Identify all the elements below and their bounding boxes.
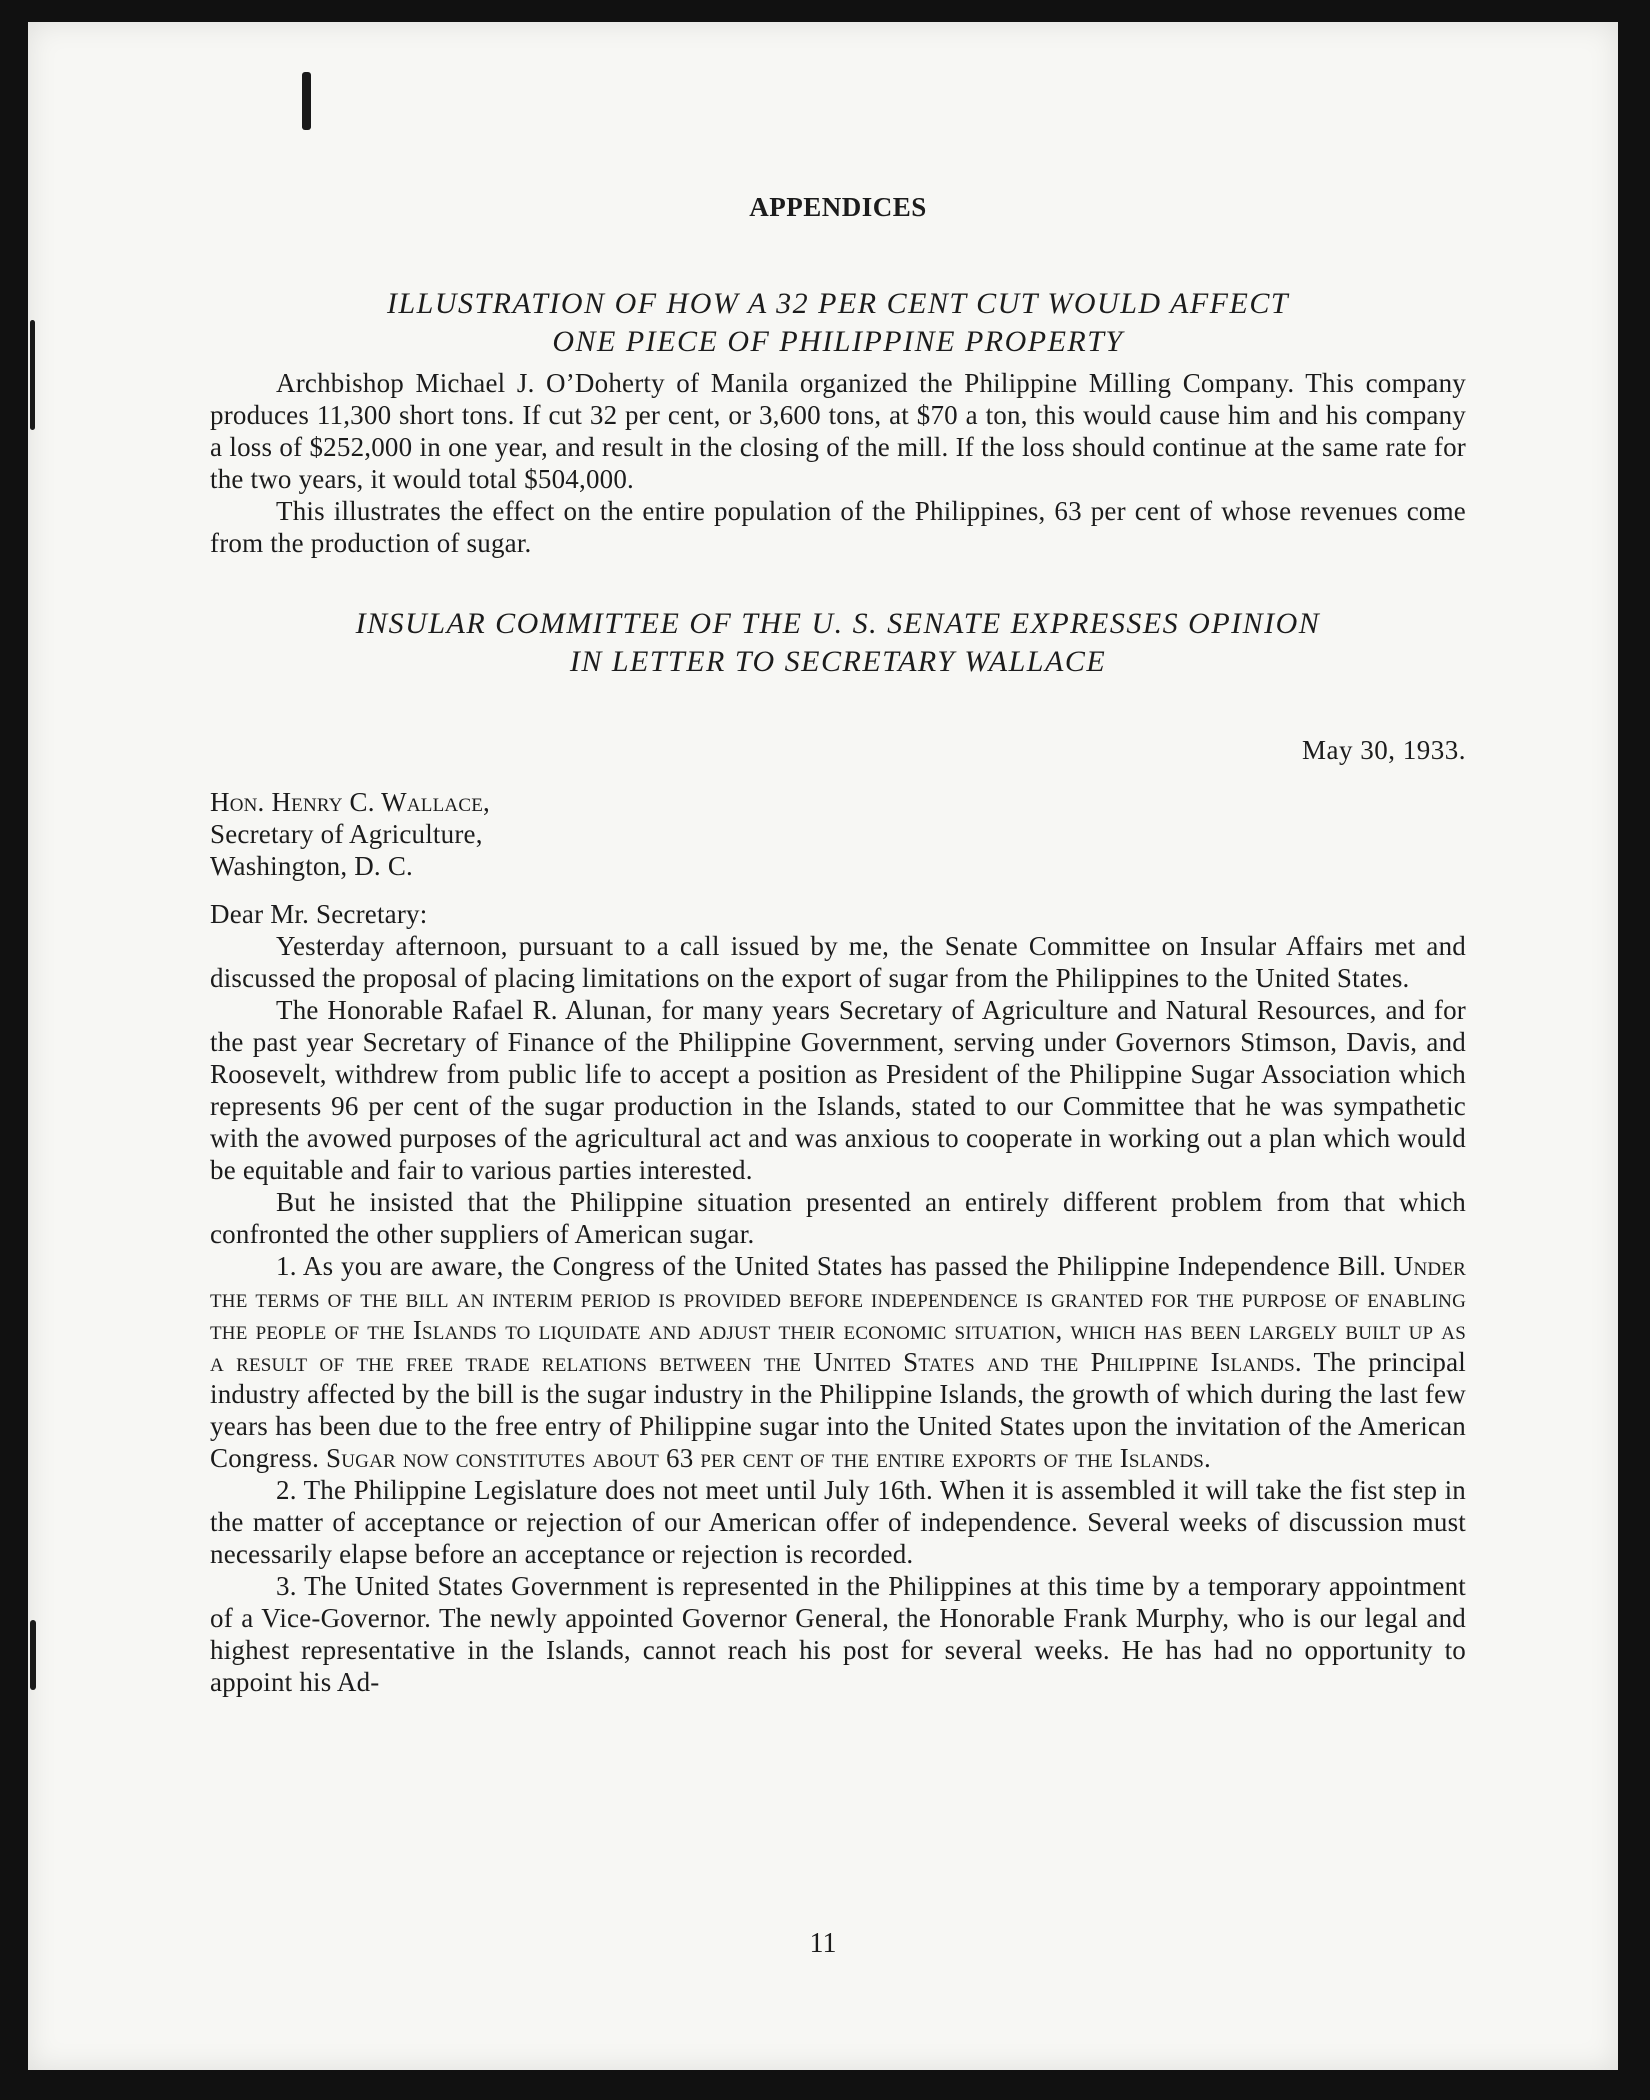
letter-heading-line1: INSULAR COMMITTEE OF THE U. S. SENATE EXPRESSES OPINION — [355, 607, 1321, 640]
document-page — [28, 22, 1618, 2070]
illustration-section — [210, 285, 1466, 559]
illustration-paragraph-1: Archbishop Michael J. O’Doherty of Manila organized the Philippine Milling Company. This company produces 11,300 short tons. If cut 32 per cent, or 3,600 tons, at $70 a ton, this would cause him and his company a loss of $252,000 in one year, and result in the closing of the mill. If the loss should continue at the same rate for the two years, it would total $504,000. — [210, 368, 1466, 494]
addressee: Hon. Henry C. Wallace, — [210, 787, 490, 817]
salutation: Dear Mr. Secretary: — [210, 899, 428, 929]
letter-point-1 — [210, 1250, 1466, 1474]
letter-date: May 30, 1933. — [1302, 735, 1466, 765]
point-1-industry: The principal industry affected by the bill is the sugar industry in the Philippine Islands, the growth of which during the last few years has been due to the free entry of Philippine sugar into the United States upon the invitation of the American Congress. — [210, 1347, 1466, 1473]
letter-paragraph-2: The Honorable Rafael R. Alunan, for many years Secretary of Agriculture and Natural Resources, and for the past year Secretary of Finance of the Philippine Government, serving under Governors Stimson, Davis, and Roosevelt, withdrew from public life to accept a position as President of the Philippine Sugar Association which represents 96 per cent of the sugar production in the Islands, stated to our Committee that he was sympathetic with the avowed purposes of the agricultural act and was anxious to cooperate in working out a plan which would be equitable and fair to various parties interested. — [210, 995, 1466, 1185]
scan-mark — [30, 1620, 36, 1690]
letter-address-block — [210, 786, 1466, 882]
page-number: 11 — [809, 1928, 837, 1959]
point-1-interim-terms: Under the terms of the bill an interim period is provided before independence is granted for the purpose of enabling the people of the Islands to liquidate and adjust their economic situation, which has been largely built up as a result of the free trade relations between the United States and the Philippine Islands. — [210, 1251, 1466, 1377]
point-1-intro: 1. As you are aware, the Congress of the United States has passed the Philippine Independence Bill. — [276, 1251, 1387, 1281]
scan-mark — [302, 72, 311, 130]
illustration-heading-line1: ILLUSTRATION OF HOW A 32 PER CENT CUT WOULD AFFECT — [386, 287, 1290, 320]
scan-mark — [30, 320, 35, 430]
letter-point-2: 2. The Philippine Legislature does not meet until July 16th. When it is assembled it will take the fist step in the matter of acceptance or rejection of our American offer of independence. Several weeks of discussion must necessarily elapse before an acceptance or rejection is recorded. — [210, 1475, 1466, 1569]
illustration-heading-line2: ONE PIECE OF PHILIPPINE PROPERTY — [552, 325, 1124, 358]
address-line-3: Washington, D. C. — [210, 851, 413, 881]
illustration-paragraph-2: This illustrates the effect on the entire population of the Philippines, 63 per cent of whose revenues come from the production of sugar. — [210, 496, 1466, 558]
letter-section — [210, 605, 1466, 1698]
address-line-2: Secretary of Agriculture, — [210, 819, 483, 849]
document-content — [210, 192, 1466, 1698]
letter-paragraph-3: But he insisted that the Philippine situation presented an entirely different problem from that which confronted the other suppliers of American sugar. — [210, 1187, 1466, 1249]
letter-heading-line2: IN LETTER TO SECRETARY WALLACE — [569, 645, 1107, 678]
point-1-exports: Sugar now constitutes about 63 per cent of the entire exports of the Islands. — [326, 1443, 1211, 1473]
letter-point-3: 3. The United States Government is represented in the Philippines at this time by a temporary appointment of a Vice-Governor. The newly appointed Governor General, the Honorable Frank Murphy, who is our legal and highest representative in the Islands, cannot reach his post for several weeks. He has had no opportunity to appoint his Ad- — [210, 1571, 1466, 1697]
letter-paragraph-1: Yesterday afternoon, pursuant to a call issued by me, the Senate Committee on Insular Affairs met and discussed the proposal of placing limitations on the export of sugar from the Philippines to the United States. — [210, 931, 1466, 993]
section-title: APPENDICES — [749, 192, 927, 222]
